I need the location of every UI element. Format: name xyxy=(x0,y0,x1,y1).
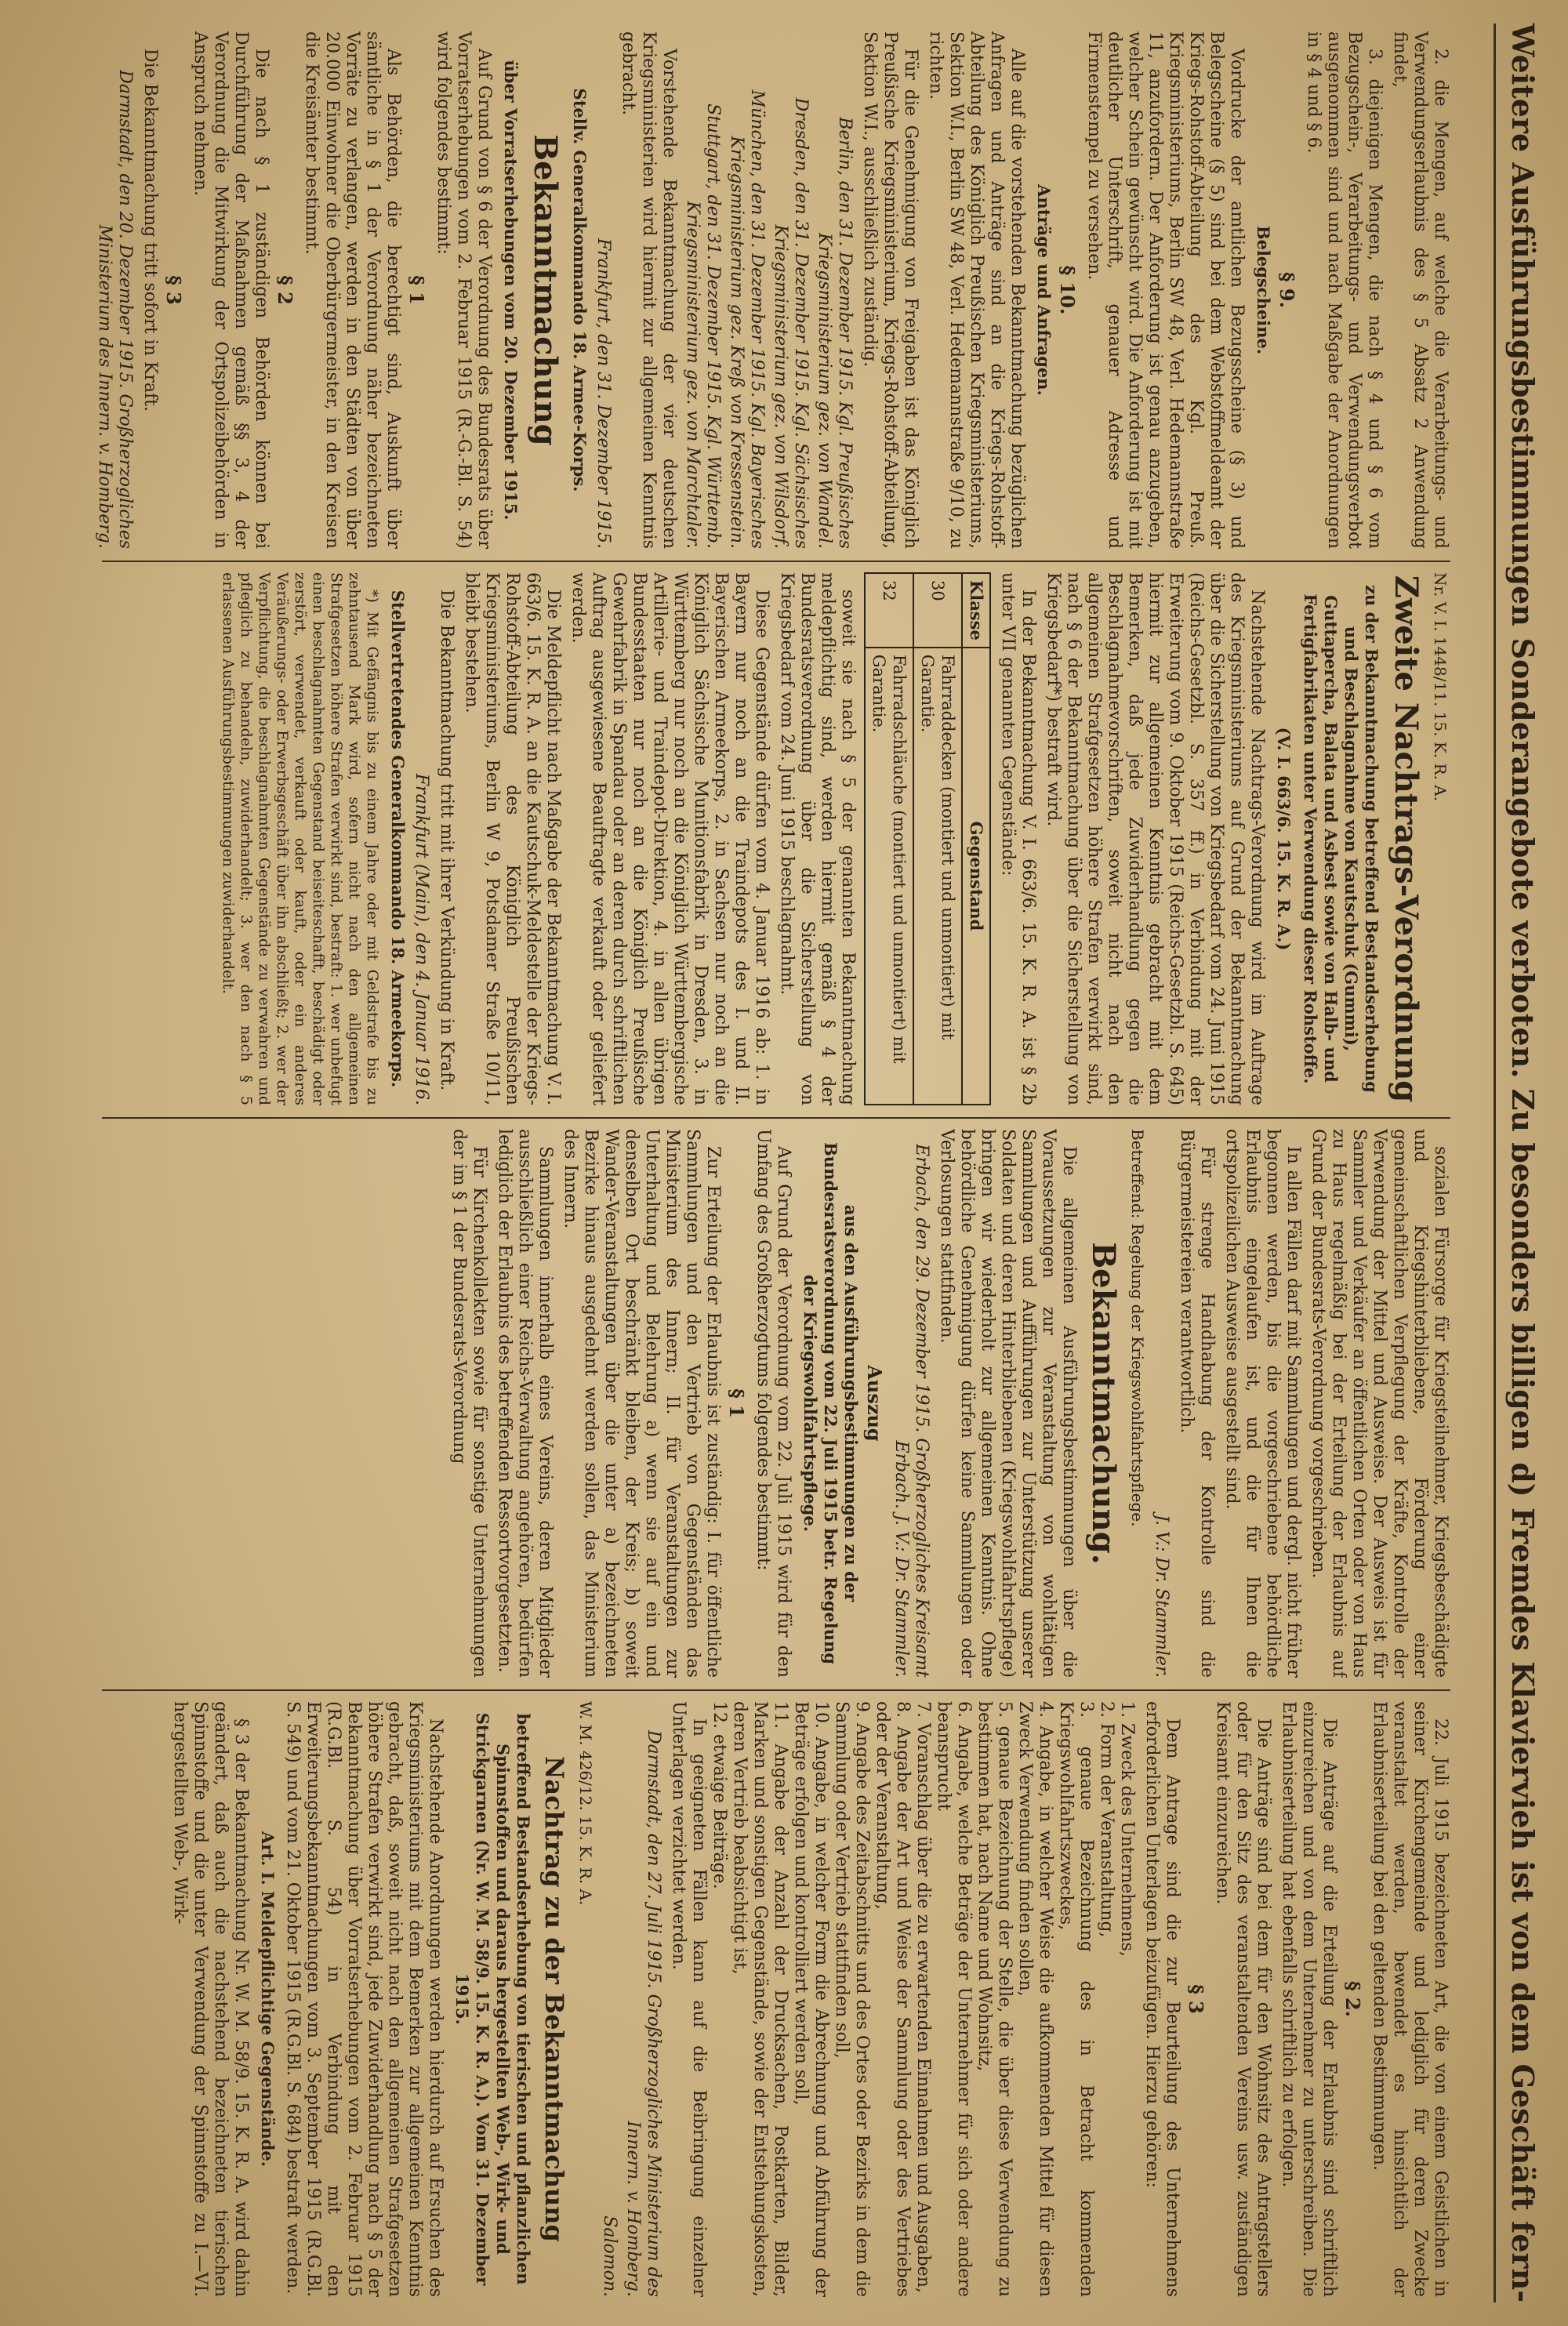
notice-text: In der Bekanntmachung V. I. 663/6. 15. K. R. A. ist § 2b unter VII genannten Gegenstände: xyxy=(998,572,1038,1105)
notice-title: Zweite Nachtrags-Verordnung xyxy=(1388,575,1425,1103)
place-date: Frankfurt, den 31. Dezember 1915. xyxy=(593,238,613,549)
signature: Erbach, den 29. Dezember 1915. Großherzogliches Kreisamt Erbach. J. V.: Dr. Stammler. xyxy=(891,1144,931,1678)
notice-text: Für strenge Handhabung der Kontrolle sind die Bürgermeistereien verantwortlich. xyxy=(1177,1129,1217,1678)
column-divider xyxy=(102,1689,1450,1691)
list-item: 1. Zweck des Unternehmens, xyxy=(1117,1701,1137,1957)
column-divider xyxy=(102,1117,1450,1119)
requirements-list xyxy=(709,1701,1137,2297)
table-cell: Fahrradschläuche (montiert und unmontiert) mit Garantie. xyxy=(865,648,913,1105)
goods-table xyxy=(864,572,991,1105)
place-date: Frankfurt (Main), den 4. Januar 1916. xyxy=(412,773,431,1105)
header-right: d) Fremdes Klaviervieh ist von dem Geschäft fern- xyxy=(1505,1462,1541,2302)
list-item: 5. genaue Bezeichnung der Stelle, die über diese Verwendung zu bestimmen hat, nach Name und Wohnsitz, xyxy=(975,1701,1014,2297)
list-item: 10. Angabe, in welcher Form die Abrechnung und Abführung der Beträge erfolgen und kontrolliert werden soll, xyxy=(791,1701,831,2297)
section-number: § 1 xyxy=(725,1388,748,1418)
table-cell: 30 xyxy=(913,573,962,648)
column-1 xyxy=(86,31,1450,549)
notice-subtitle: zu der Bekanntmachung betreffend Bestandserhebung und Beschlagnahme von Kautschuk (Gummi), Guttapercha, Balata und Asbest sowie von Halb- und Fertigfabrikaten unter Verwendung dieser Rohstoffe. xyxy=(1301,585,1381,1093)
notice-text: Dem Antrage sind die zur Beurteilung des Unternehmens erforderlichen Unterlagen beizufügen. Hierzu gehören: xyxy=(1142,1701,1182,2297)
signature: München, den 31. Dezember 1915. Kgl. Bayerisches Kriegsministerium gez. Kreß von Kressenstein. xyxy=(727,89,767,549)
table-cell: 32 xyxy=(865,573,913,648)
notice-text: Zur Erteilung der Erlaubnis ist zuständig: I. für öffentliche Sammlungen und den Vertrieb von Gegenständen das Ministerium des Innern; II. für Veranstaltungen zur Unterhaltung und Belehrung a) wenn sie auf ein und denselben Ort beschränkt bleiben, der Kreis; b) soweit Wander-Veranstaltungen über die unter a) bezeichneten Bezirke hinaus ausgedehnt werden sollen, das Ministerium des Innern. xyxy=(561,1129,723,1678)
notice-text: Auf Grund von § 6 der Verordnung des Bundesrats über Vorratserhebungen vom 2. Februar 1915 (R.-G.-Bl. S. 54) wird folgendes bestimmt: xyxy=(434,31,494,549)
table-header: Klasse xyxy=(962,573,990,648)
reference-number: Nr. V. I. 1448/11. 15. K. R. A. xyxy=(1431,572,1450,802)
notice-text: Sammlungen innerhalb eines Vereins, deren Mitglieder ausschließlich einer Reichs-Verwaltung angehören, bedürfen lediglich der Erlaubnis des betreffenden Ressortvorgesetzten. xyxy=(495,1129,555,1678)
notice-text: 22. Juli 1915 bezeichneten Art, die von einem Geistlichen in seiner Kirchengemeinde und lediglich für deren Zwecke veranstaltet werden, bewendet es hinsichtlich der Erlaubniserteilung bei den geltenden Bestimmungen. xyxy=(1370,1701,1450,2297)
notice-text: Die Anträge auf die Erteilung der Erlaubnis sind schriftlich einzureichen und von dem Unternehmer zu unterschreiben. Die Erlaubniserteilung hat ebenfalls schriftlich zu erfolgen. xyxy=(1279,1701,1339,2297)
signature: Stuttgart, den 31. Dezember 1915. Kgl. Württemb. Kriegsministerium gez. von Marchtaler. xyxy=(683,103,723,549)
signature: Berlin, den 31. Dezember 1915. Kgl. Preußisches Kriegsministerium gez. von Wandel. xyxy=(815,117,855,549)
notice-text: Nachstehende Nachtrags-Verordnung wird im Auftrage des Kriegsministeriums auf Grund der Bekanntmachung über die Sicherstellung von Kriegsbedarf vom 24. Juni 1915 (Reichs-Gesetzbl. S. 357 ff.) in Verbindung mit der Erweiterung vom 9. Oktober 1915 (Reichs-Gesetzbl. S. 645) hiermit zur allgemeinen Kenntnis gebracht mit dem Bemerken, daß jede Zuwiderhandlung gegen die Beschlagnahmevorschriften, soweit nicht nach den allgemeinen Strafgesetzen höhere Strafen verwirkt sind, nach § 6 der Bekanntmachung über die Sicherstellung von Kriegsbedarf*) bestraft wird. xyxy=(1044,572,1267,1105)
list-item: 8. Angabe der Art und Weise der Sammlung oder des Vertriebes oder der Veranstaltung, xyxy=(873,1701,913,2297)
list-item: 6. Angabe, welche Beträge der Unternehmer für sich oder andere beansprucht xyxy=(934,1701,974,2297)
section-number: § 9. xyxy=(1276,272,1298,308)
notice-text: In allen Fällen darf mit Sammlungen und dergl. nicht früher begonnen werden, bis die vorgeschriebene behördliche Erlaubnis eingelaufen ist, und die für Ihnen die ortspolizeilichen Ausweise ausgestellt sind. xyxy=(1222,1129,1303,1678)
column-divider xyxy=(102,561,1450,562)
notice-text: sozialen Fürsorge für Kriegsteilnehmer, Kriegsbeschädigte und Kriegshinterbliebene, Förderung einer gemeinschaftlichen Verpflegung der Kräfte, Kontrolle der Verwendung der Mittel und Ausweise. Der Ausweis ist für Sammler und Verkäufer an öffentlichen Orten oder von Haus zu Haus regelmäßig bei der Erteilung der Erlaubnis auf Grund der Bundesrats-Verordnung vorgeschrieben. xyxy=(1308,1129,1450,1678)
section-number: § 3 xyxy=(162,275,185,305)
table-header: Gegenstand xyxy=(962,648,990,1105)
signature: Salomon. xyxy=(600,2215,619,2297)
column-3 xyxy=(86,1129,1450,1678)
notice-text: Diese Gegenstände dürfen vom 4. Januar 1916 ab: 1. in Bayern nur noch an die Traindepots des I. und II. Bayerischen Armeekorps, 2. in Sachsen nur noch an die Königlich Sächsische Munitionsfabrik in Dresden, 3. in Württemberg nur noch an die Königlich Württembergische Artillerie- und Traindepot-Direktion, 4. in allen übrigen Bundesstaaten nur noch an die Königlich Preußische Gewehrfabrik in Spandau oder an deren durch schriftlichen Auftrag ausgewiesene Beauftragte verkauft oder geliefert werden. xyxy=(568,572,771,1105)
list-item: 3. genaue Bezeichnung des in Betracht kommenden Kriegswohlfahrtszweckes, xyxy=(1056,1701,1096,2297)
section-text: Vordrucke der amtlichen Bezugsscheine (§ 3) und Belegscheine (§ 5) sind bei dem Webstoffmeldeamt der Kriegs-Rohstoff-Abteilung des Kgl. Preuß. Kriegsministeriums, Berlin SW 48, Verl. Hedemannstraße 11, anzufordern. Der Anforderung ist genau anzugeben, welcher Schein gewünscht wird. Die Anforderung ist mit deutlicher Unterschrift, genauer Adresse und Firmenstempel zu versehen. xyxy=(1084,31,1247,549)
notice-text: Die Meldepflicht nach Maßgabe der Bekanntmachung V. I. 663/6. 15. K. R. A. an die Kautschuk-Meldestelle der Kriegs-Rohstoff-Abteilung des Königlich Preußischen Kriegsministeriums, Berlin W 9, Potsdamer Straße 10/11, bleibt bestehen. xyxy=(462,572,563,1105)
section-text: Für die Genehmigung von Freigaben ist das Königlich Preußische Kriegsministerium, Kriegs-Rohstoff-Abteilung, Sektion W.I., ausschließlich zuständig. xyxy=(860,31,920,549)
signature: Dresden, den 31. Dezember 1915. Kgl. Sächsisches Kriegsministerium gez. von Wilsdorf. xyxy=(771,97,811,549)
section-number: § 2. xyxy=(1341,1981,1364,2017)
notice-text: Auf Grund der Verordnung vom 22. Juli 1915 wird für den Umfang des Großherzogtums folgendes bestimmt: xyxy=(753,1129,793,1678)
list-item: 11. Angabe der Anzahl der Drucksachen, Postkarten, Bilder, Marken und sonstigen Gegenstände, sowie der Entstehungskosten, deren Vertrieb beabsichtigt ist, xyxy=(730,1701,790,2297)
notice-title: Bekanntmachung xyxy=(527,134,564,446)
signature: Darmstadt, den 27. Juli 1915. Großherzogliches Ministerium des Innern. v. Homberg. xyxy=(623,1730,663,2297)
table-cell: Fahrraddecken (montiert und unmontiert) mit Garantie. xyxy=(913,648,962,1105)
section-number: § 10. xyxy=(1056,265,1079,315)
notice-subtitle: betreffend Bestandserhebung von tierischen und pflanzlichen Spinnstoffen und daraus hergestellten Web-, Wirk- und Strickgarnen (Nr. W. M. 58/9. 15. K. R. A.). Vom 31. Dezember 1915. xyxy=(452,1712,533,2286)
header-middle: Sonderangebote verboten. Zu besonders billigen xyxy=(1505,637,1541,1451)
notice-text: § 3 der Bekanntmachung Nr. W. M. 58/9. 15. K. R. A. wird dahin geändert, daß auch die nachstehend bezeichneten tierischen Spinnstoffe und die unter Verwendung der Spinnstoffe zu I.—VI. hergestellten Web-, Wirk- xyxy=(170,1701,251,2297)
notice-subtitle: über Vorratserhebungen vom 20. Dezember 1915. xyxy=(501,60,521,521)
list-item: 4. Angabe, in welcher Weise die aufkommenden Mittel für diesen Zweck Verwendung finden sollen, xyxy=(1015,1701,1055,2297)
section-number: § 3 xyxy=(1185,1984,1207,2014)
table-row xyxy=(865,573,913,1105)
footnote: *) Mit Gefängnis bis zu einem Jahre oder mit Geldstrafe bis zu zehntausend Mark wird, sofern nicht nach den allgemeinen Strafgesetzen höhere Strafen verwirkt sind, bestraft: 1. wer unbefugt einen beschlagnahmten Gegenstand beiseiteschafft, beschädigt oder zerstört, verwendet, verkauft oder kauft, oder ein anderes Veräußerungs- oder Erwerbsgeschäft über ihn abschließt; 2. wer der Verpflichtung, die beschlagnahmten Gegenstände zu verwahren und pfleglich zu behandeln, zuwiderhandelt; 3. wer den nach § 5 erlassenen Ausführungsbestimmungen zuwiderhandelt. xyxy=(220,572,381,1105)
list-item: 12. etwaige Beiträge. xyxy=(710,1701,729,1889)
section-text: Als Behörden, die berechtigt sind, Auskunft über sämtliche in § 1 der Verordnung näher bezeichneten Vorräte zu verlangen, werden in den Städten von über 20.000 Einwohner die Oberbürgermeister, in den Kreisen die Kreisämter bestimmt. xyxy=(302,31,403,549)
list-item: 2. die Mengen, auf welche die Verarbeitungs- und Verwendungserlaubnis des § 5 Absatz 2 Anwendung findet, xyxy=(1390,31,1450,549)
section-title: Anträge und Anfragen. xyxy=(1034,184,1054,396)
column-2 xyxy=(86,572,1450,1105)
page-header xyxy=(1494,24,1551,2302)
section-title: Belegscheine. xyxy=(1254,225,1273,355)
header-left: Weitere Ausführungsbestimmungen xyxy=(1505,24,1541,626)
list-item: 3. diejenigen Mengen, die nach § 4 und § 6 vom Bezugschein-, Verarbeitungs- und Verwendungsverbot ausgenommen sind und nach Maßgabe der Anordnungen in § 4 und § 6. xyxy=(1304,31,1385,549)
section-number: § 2 xyxy=(274,275,296,305)
section-text: Die nach § 1 zuständigen Behörden können bei Durchführung der Maßnahmen gemäß §§ 3, 4 der Verordnung die Mitwirkung der Ortspolizeibehörden in Anspruch nehmen. xyxy=(191,31,271,549)
notice-text: Die allgemeinen Ausführungsbestimmungen über die Voraussetzungen zur Veranstaltung von wohltätigen Sammlungen und Aufführungen zur Unterstützung unserer Soldaten und deren Hinterbliebenen (Kriegswohlfahrtspflege) bringen wir wiederholt zur allgemeinen Kenntnis. Ohne behördliche Genehmigung dürfen keine Sammlungen oder Verlosungen stattfinden. xyxy=(937,1129,1079,1678)
notice-title: Nachtrag zu der Bekanntmachung xyxy=(539,1756,569,2242)
signature: J. V.: Dr. Stammler. xyxy=(1152,1514,1171,1678)
notice-text: Die Bekanntmachung tritt mit ihrer Verkündung in Kraft. xyxy=(437,590,456,1091)
section-text: Die Bekanntmachung tritt sofort in Kraft. xyxy=(140,49,160,412)
column-4 xyxy=(86,1701,1450,2297)
notice-subtitle: aus den Ausführungsbestimmungen zu der Bundesratsverordnung vom 22. Juli 1915 betr. Regelung der Kriegswohlfahrtspflege. xyxy=(800,1142,861,1664)
notice-text: In geeigneten Fällen kann auf die Beibringung einzelner Unterlagen verzichtet werden. xyxy=(669,1701,709,2297)
notice-reference: (V. I. 663/6. 15. K. R. A.) xyxy=(1274,727,1294,951)
section-title: Auszug xyxy=(863,1365,886,1442)
signature: Darmstadt, den 20. Dezember 1915. Großherzogliches Ministerium des Innern. v. Homberg. xyxy=(95,70,135,549)
notice-text: Für Kirchenkollekten sowie für sonstige Unternehmungen der im § 1 der Bundesrats-Verordnung xyxy=(449,1129,489,1678)
closing-text: Vorstehende Bekanntmachung der vier deutschen Kriegsministerien wird hiermit zur allgemeinen Kenntnis gebracht. xyxy=(619,31,679,549)
notice-text: Nachstehende Anordnungen werden hierdurch auf Ersuchen des Kriegsministeriums mit dem Bemerken zur allgemeinen Kenntnis gebracht, daß, soweit nicht nach den allgemeinen Strafgesetzen höhere Strafen verwirkt sind, jede Zuwiderhandlung nach § 5 der Bekanntmachung über Vorratserhebungen vom 2. Februar 1915 (R.G.Bl. S. 54) in Verbindung mit den Erweiterungsbekanntmachungen vom 3. September 1915 (R.G.Bl. S. 549) und vom 21. Oktober 1915 (R.G.Bl. S. 684) bestraft werden. xyxy=(283,1701,445,2297)
list-item: 7. Voranschlag über die zu erwartenden Einnahmen und Ausgaben, xyxy=(913,1701,933,2293)
authority: Stellv. Generalkommando 18. Armee-Korps. xyxy=(570,88,590,492)
reference-number: W. M. 426/12. 15. K. R. A. xyxy=(576,1701,595,1906)
section-text: Alle auf die vorstehenden Bekanntmachung bezüglichen Anfragen und Anträge sind an die Kriegs-Rohstoff-Abteilung des Königlich Preußischen Kriegsministeriums, Sektion W.I., Berlin SW 48, Verl. Hedemannstraße 9/10, zu richten. xyxy=(926,31,1027,549)
subject-line: Betreffend: Regelung der Kriegswohlfahrtspflege. xyxy=(1128,1129,1147,1527)
table-row xyxy=(913,573,962,1105)
article-title: Art. I. Meldepflichtige Gegenstände. xyxy=(258,1831,278,2168)
authority: Stellvertretendes Generalkommando 18. Armeekorps. xyxy=(388,590,408,1088)
section-number: § 1 xyxy=(405,275,428,305)
list-item: 2. Form der Veranstaltung, xyxy=(1097,1701,1116,1938)
notice-text: soweit sie nach § 5 der genannten Bekanntmachung meldepflichtig sind, werden hiermit gemäß § 4 der Bundesratsverordnung über die Sicherstellung von Kriegsbedarf vom 24. Juni 1915 beschlagnahmt. xyxy=(777,572,858,1105)
notice-title: Bekanntmachung. xyxy=(1085,1242,1122,1565)
notice-text: Die Anträge sind bei dem für den Wohnsitz des Antragstellers oder für den Sitz des veranstaltenden Vereins usw. zuständigen Kreisamt einzureichen. xyxy=(1213,1701,1273,2297)
list-item: 9. Angabe des Zeitabschnitts und des Ortes oder Bezirks in dem die Sammlung oder Vertrieb stattfinden soll, xyxy=(832,1701,872,2297)
